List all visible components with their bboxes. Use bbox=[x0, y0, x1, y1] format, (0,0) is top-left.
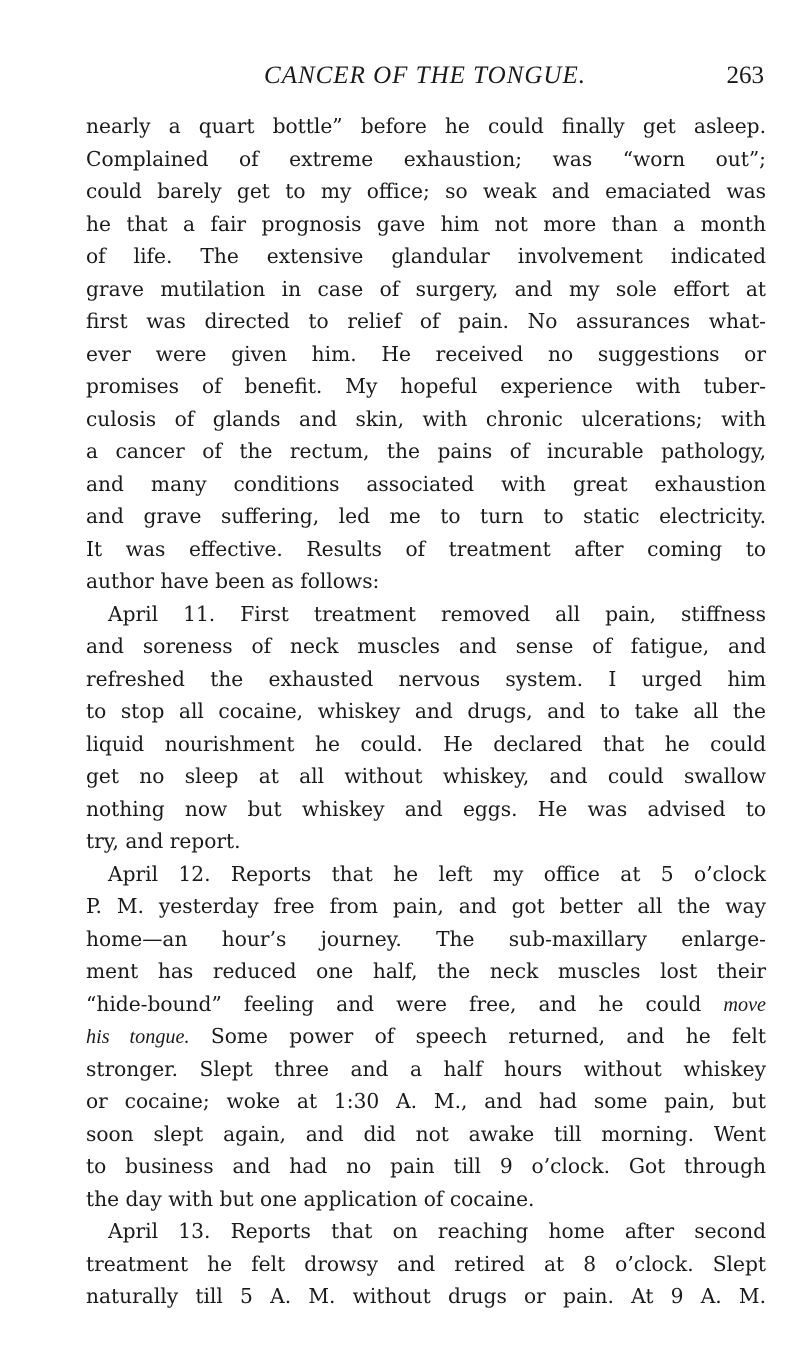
text-line bbox=[86, 500, 766, 533]
line-text: culosis of glands and skin, with chronic ulcerations; with bbox=[86, 406, 766, 431]
text-line bbox=[86, 533, 766, 566]
line-text: author have been as follows: bbox=[86, 569, 380, 593]
line-text: It was effective. Results of treatment after coming to bbox=[86, 536, 766, 561]
line-text: soon slept again, and did not awake till morning. Went bbox=[86, 1121, 766, 1146]
text-line bbox=[86, 1280, 766, 1313]
text-line bbox=[86, 403, 766, 436]
line-text: grave mutilation in case of surgery, and my sole effort at bbox=[86, 276, 766, 301]
line-text: try, and report. bbox=[86, 829, 241, 853]
line-text: to stop all cocaine, whiskey and drugs, and to take all the bbox=[86, 699, 766, 723]
line-text: treatment he felt drowsy and retired at 8 o’clock. Slept bbox=[86, 1251, 766, 1276]
line-text: or cocaine; woke at 1:30 A. M., and had some pain, but bbox=[86, 1089, 766, 1113]
text-line bbox=[86, 1150, 766, 1183]
text-line bbox=[86, 1085, 766, 1118]
text-line bbox=[86, 1215, 766, 1248]
text-line bbox=[86, 1118, 766, 1151]
text-line bbox=[86, 143, 766, 176]
text-line bbox=[86, 1020, 766, 1053]
line-text: and grave suffering, led me to turn to static electricity. bbox=[86, 504, 766, 528]
text-line bbox=[86, 1053, 766, 1086]
text-line bbox=[86, 175, 766, 208]
line-text: and many conditions associated with great exhaustion bbox=[86, 471, 766, 496]
line-text: first was directed to relief of pain. No assurances what- bbox=[86, 309, 766, 333]
line-text: could barely get to my office; so weak and emaciated was bbox=[86, 179, 766, 203]
line-text: get no sleep at all without whiskey, and could swallow bbox=[86, 764, 766, 788]
text-line bbox=[86, 923, 766, 956]
line-text: stronger. Slept three and a half hours without whiskey bbox=[86, 1056, 766, 1081]
text-line bbox=[86, 1248, 766, 1281]
text-line bbox=[86, 338, 766, 371]
text-line bbox=[86, 435, 766, 468]
text-line bbox=[86, 240, 766, 273]
line-text: of life. The extensive glandular involvement indicated bbox=[86, 244, 766, 268]
text-line bbox=[86, 760, 766, 793]
text-line bbox=[86, 663, 766, 696]
line-text: nothing now but whiskey and eggs. He was advised to bbox=[86, 796, 766, 821]
line-text: “hide-bound” feeling and were free, and he could bbox=[86, 991, 702, 1016]
line-text: a cancer of the rectum, the pains of incurable pathology, bbox=[86, 439, 766, 463]
text-line bbox=[86, 370, 766, 403]
text-line bbox=[86, 825, 766, 858]
text-line bbox=[86, 728, 766, 761]
line-text: to business and had no pain till 9 o’clock. Got through bbox=[86, 1154, 766, 1178]
line-text: P. M. yesterday free from pain, and got better all the way bbox=[86, 894, 766, 918]
running-head bbox=[86, 62, 764, 102]
line-text: naturally till 5 A. M. without drugs or pain. At 9 A. M. bbox=[86, 1284, 766, 1308]
line-text: the day with but one application of cocaine. bbox=[86, 1186, 535, 1211]
text-line bbox=[86, 793, 766, 826]
text-line bbox=[86, 890, 766, 923]
line-text: ment has reduced one half, the neck muscles lost their bbox=[86, 959, 766, 983]
text-line bbox=[86, 305, 766, 338]
line-text: Some power of speech returned, and he felt bbox=[210, 1024, 766, 1048]
line-text: and soreness of neck muscles and sense of fatigue, and bbox=[86, 634, 766, 658]
text-line bbox=[86, 695, 766, 728]
line-text: home—an hour’s journey. The sub-maxillary enlarge- bbox=[86, 926, 766, 951]
line-text: April 13. Reports that on reaching home after second bbox=[108, 1219, 766, 1243]
body-text bbox=[86, 110, 766, 1313]
line-text: April 12. Reports that he left my office at 5 o’clock bbox=[108, 861, 766, 886]
page-number: 263 bbox=[726, 62, 764, 89]
line-text: refreshed the exhausted nervous system. I urged him bbox=[86, 666, 766, 691]
line-text: nearly a quart bottle” before he could finally get asleep. bbox=[86, 114, 766, 138]
text-line bbox=[86, 273, 766, 306]
line-text: ever were given him. He received no suggestions or bbox=[86, 341, 766, 366]
text-line bbox=[86, 598, 766, 631]
text-line bbox=[86, 988, 766, 1021]
line-text: he that a fair prognosis gave him not more than a month bbox=[86, 211, 766, 236]
line-text: Complained of extreme exhaustion; was “worn out”; bbox=[86, 146, 766, 171]
running-title: CANCER OF THE TONGUE. bbox=[264, 62, 586, 89]
text-line bbox=[86, 110, 766, 143]
line-text: liquid nourishment he could. He declared that he could bbox=[86, 731, 766, 756]
line-text: April 11. First treatment removed all pain, stiffness bbox=[108, 601, 766, 626]
text-line bbox=[86, 630, 766, 663]
italic-phrase: move bbox=[723, 993, 766, 1016]
text-line bbox=[86, 1183, 766, 1216]
text-line bbox=[86, 468, 766, 501]
italic-phrase: his tongue. bbox=[86, 1026, 190, 1048]
text-line bbox=[86, 858, 766, 891]
line-text: promises of benefit. My hopeful experience with tuber- bbox=[86, 374, 766, 398]
text-line bbox=[86, 955, 766, 988]
text-line bbox=[86, 208, 766, 241]
text-line bbox=[86, 565, 766, 598]
